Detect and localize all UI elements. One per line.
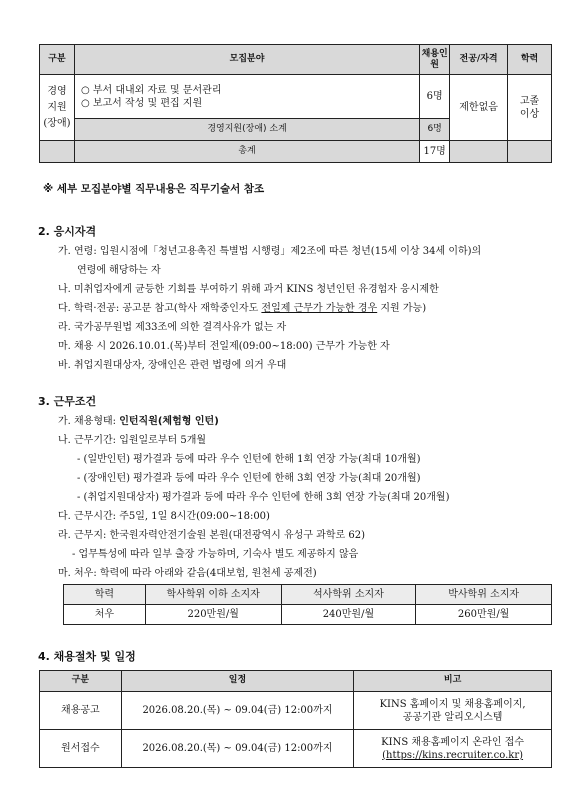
- recruit-site-link[interactable]: (https://kins.recruiter.co.kr): [382, 749, 524, 761]
- duty-item: ○ 보고서 작성 및 편집 지원: [80, 97, 203, 109]
- extension-support: - (취업지원대상자) 평가결과 등에 따라 우수 인턴에 한해 3회 연장 가능(최대 20개월): [77, 492, 450, 503]
- employment-type-value: 인턴직원(체험형 인턴): [119, 416, 219, 427]
- header-education: 학력: [508, 45, 552, 75]
- total-count: 17명: [420, 141, 450, 163]
- schedule-note-line: KINS 홈페이지 및 채용홈페이지,: [379, 698, 526, 710]
- education-cell: 고졸이상: [508, 75, 552, 141]
- total-blank: [40, 141, 75, 163]
- pay-table: [63, 584, 552, 625]
- header-count: 채용인원: [420, 45, 450, 75]
- fulltime-emphasis: 전일제 근무가 가능한 경우: [261, 303, 378, 314]
- pay-cell: 260만원/월: [416, 605, 552, 625]
- total-blank: [450, 141, 508, 163]
- work-period: 나. 근무기간: 입원일로부터 5개월: [58, 435, 207, 446]
- pay-cell: 처우: [64, 605, 146, 625]
- header-field: 모집분야: [74, 45, 419, 75]
- qualification-age: 가. 연령: 입원시점에「청년고용촉진 특별법 시행령」제2조에 따른 청년(15세 이상 34세 이하)의: [58, 246, 482, 257]
- employment-type-label: 가. 채용형태:: [58, 416, 120, 427]
- major-cell: 제한없음: [450, 75, 508, 141]
- subtotal-label: 경영지원(장애) 소계: [74, 119, 419, 141]
- count-cell: 6명: [420, 75, 450, 119]
- schedule-stage: 원서접수: [40, 730, 122, 768]
- pay-header: 석사학위 소지자: [281, 585, 416, 605]
- schedule-header: 비고: [354, 671, 552, 692]
- category-cell: 경영지원(장애): [40, 75, 75, 141]
- pay-header: 박사학위 소지자: [416, 585, 552, 605]
- schedule-table: [39, 670, 552, 768]
- duties-cell: [74, 75, 419, 119]
- schedule-note-line: 공공기관 알리오시스템: [402, 711, 503, 723]
- header-category: 구분: [40, 45, 75, 75]
- qualification-education: [58, 302, 426, 315]
- job-description-note: ※ 세부 모집분야별 직무내용은 직무기술서 참조: [43, 183, 265, 195]
- schedule-note: [354, 730, 552, 768]
- location-note: - 업무특성에 따라 일부 출장 가능하며, 기숙사 별도 제공하지 않음: [72, 549, 359, 560]
- compensation: 마. 처우: 학력에 따라 아래와 같음(4대보험, 원천세 공제전): [58, 568, 317, 579]
- schedule-header: 구분: [40, 671, 122, 692]
- pay-cell: 220만원/월: [145, 605, 281, 625]
- work-hours: 다. 근무시간: 주5일, 1일 8시간(09:00~18:00): [58, 511, 270, 522]
- pay-cell: 240만원/월: [281, 605, 416, 625]
- qualification-age-cont: 연령에 해당하는 자: [77, 265, 161, 276]
- duty-item: ○ 부서 대내외 자료 및 문서관리: [80, 84, 222, 96]
- qualification-preference: 바. 취업지원대상자, 장애인은 관련 법령에 의거 우대: [58, 360, 287, 371]
- qualification-education-text: 다. 학력·전공: 공고문 참고(학사 재학중인자도: [58, 303, 262, 314]
- section3-title: 3. 근무조건: [38, 395, 97, 408]
- subtotal-count: 6명: [420, 119, 450, 141]
- extension-general: - (일반인턴) 평가결과 등에 따라 우수 인턴에 한해 1회 연장 가능(최대 10개월): [77, 454, 421, 465]
- qualification-education-end: 지원 가능): [377, 303, 427, 314]
- total-blank: [508, 141, 552, 163]
- recruit-table: [39, 44, 552, 163]
- header-major: 전공/자격: [450, 45, 508, 75]
- schedule-note: [354, 692, 552, 730]
- schedule-note-line: KINS 채용홈페이지 온라인 접수: [381, 736, 524, 748]
- qualification-disqualification: 라. 국가공무원법 제33조에 의한 결격사유가 없는 자: [58, 322, 287, 333]
- section2-title: 2. 응시자격: [38, 225, 97, 238]
- qualification-experience: 나. 미취업자에게 균등한 기회를 부여하기 위해 과거 KINS 청년인턴 유경험자 응시제한: [58, 284, 439, 295]
- work-location: 라. 근무지: 한국원자력안전기술원 본원(대전광역시 유성구 과학로 62): [58, 530, 365, 541]
- pay-header: 학력: [64, 585, 146, 605]
- schedule-date: 2026.08.20.(목) ~ 09.04(금) 12:00까지: [121, 730, 353, 768]
- section4-title: 4. 채용절차 및 일정: [38, 650, 136, 663]
- qualification-fulltime: 마. 채용 시 2026.10.01.(목)부터 전일제(09:00~18:00) 근무가 가능한 자: [58, 341, 390, 352]
- schedule-date: 2026.08.20.(목) ~ 09.04(금) 12:00까지: [121, 692, 353, 730]
- extension-disabled: - (장애인턴) 평가결과 등에 따라 우수 인턴에 한해 3회 연장 가능(최대 20개월): [77, 473, 421, 484]
- schedule-header: 일정: [121, 671, 353, 692]
- total-label: 총계: [74, 141, 419, 163]
- schedule-stage: 채용공고: [40, 692, 122, 730]
- pay-header: 학사학위 이하 소지자: [145, 585, 281, 605]
- employment-type: [58, 415, 219, 428]
